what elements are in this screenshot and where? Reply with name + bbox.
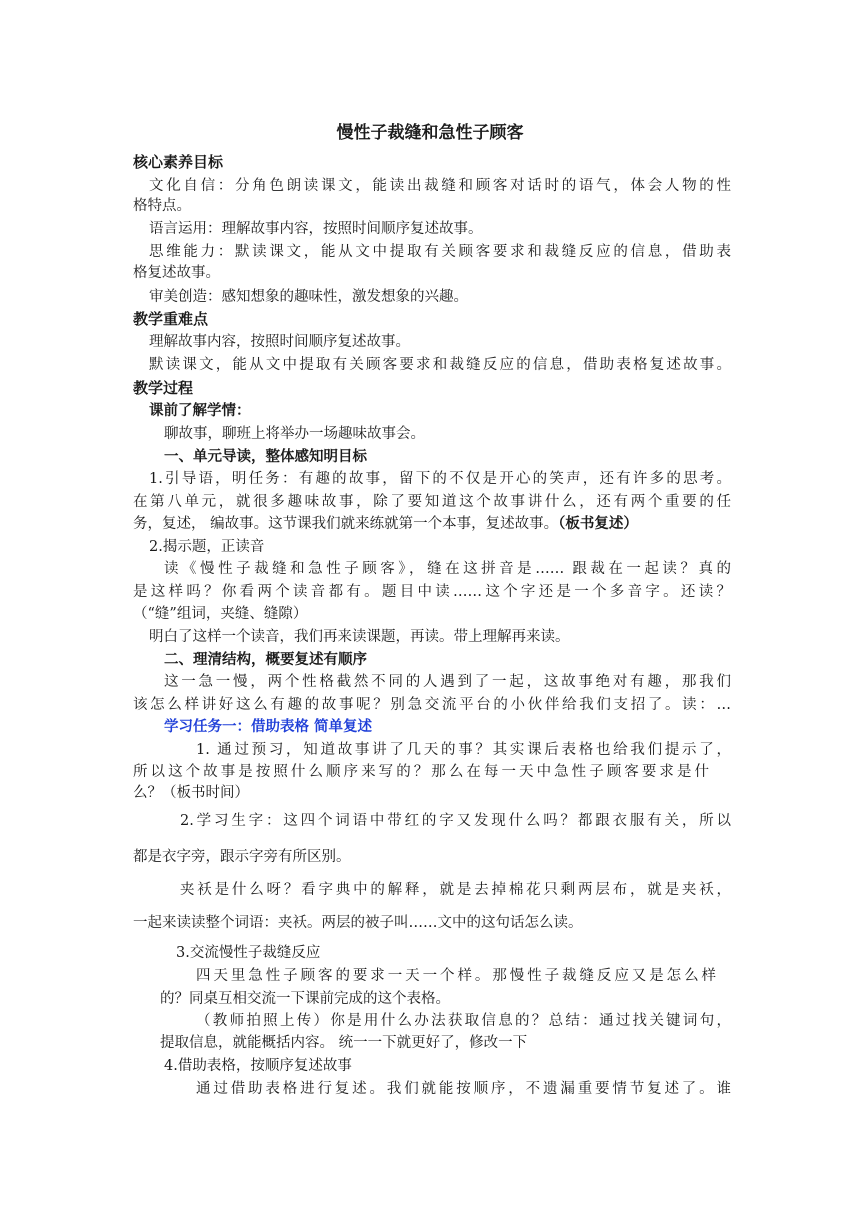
part-1-line-3-text: 务，复述， 编故事。这节课我们就来练就第一个本事，复述故事。	[133, 516, 559, 532]
goal-1-line-2: 格特点。	[133, 198, 191, 214]
task-1-line-1: 1. 通过预习，知道故事讲了几天的事？其实课后表格也给我们提示了，	[196, 742, 731, 758]
task-1-line-3: 么？（板书时间）	[133, 785, 249, 801]
goals-heading: 核心素养目标	[133, 153, 224, 171]
goal-4: 审美创造：感知想象的趣味性，激发想象的兴趣。	[149, 289, 468, 305]
key-points-heading: 教学重难点	[133, 310, 209, 328]
goal-3-line-2: 格复述故事。	[133, 265, 220, 281]
task-2-line-1: 2.学习生字：这四个词语中带红的字又发现什么吗？都跟衣服有关，所以	[180, 813, 731, 829]
task-1-line-2: 所以这个故事是按照什么顺序来写的？那么在每一天中急性子顾客要求是什	[133, 764, 709, 780]
part-2-line-1: 这一急一慢，两个性格截然不同的人遇到了一起，这故事绝对有趣，那我们	[164, 674, 731, 690]
step-2-line-4: 明白了这样一个读音，我们再来读课题，再读。带上理解再来读。	[149, 629, 570, 645]
step-2-line-2: 是这样吗？你看两个读音都有。题目中读……这个字还是一个多音字。还读？	[133, 584, 731, 600]
task-3-line-3: （教师拍照上传）你是用什么办法获取信息的？总结：通过找关键词句，	[196, 1013, 731, 1029]
key-point-2: 默读课文，能从文中提取有关顾客要求和裁缝反应的信息，借助表格复述故事。	[149, 357, 731, 373]
task-4-line-1: 通过借助表格进行复述。我们就能按顺序，不遗漏重要情节复述了。谁	[196, 1081, 731, 1097]
pre-class-text: 聊故事，聊班上将举办一场趣味故事会。	[164, 426, 425, 442]
part-1-heading: 一、单元导读，整体感知明目标	[164, 449, 367, 465]
task-2-line-2: 都是衣字旁，跟示字旁有所区别。	[133, 849, 351, 865]
task-2-line-3: 夹袄是什么呀？看字典中的解释，就是去掉棉花只剩两层布，就是夹袄，	[180, 882, 731, 898]
process-heading: 教学过程	[133, 379, 194, 397]
document-title: 慢性子裁缝和急性子顾客	[336, 123, 524, 143]
learning-task-1-heading: 学习任务一：借助表格 简单复述	[164, 719, 373, 735]
task-3-line-2: 的？同桌互相交流一下课前完成的这个表格。	[160, 991, 450, 1007]
key-point-1: 理解故事内容，按照时间顺序复述故事。	[149, 334, 410, 350]
task-2-line-4: 一起来读读整个词语：夹袄。两层的被子叫……文中的这句话怎么读。	[133, 915, 583, 931]
part-1-line-1: 1.引导语，明任务：有趣的故事，留下的不仅是开心的笑声，还有许多的思考。	[149, 471, 731, 487]
task-3-line-1: 四天里急性子顾客的要求一天一个样。那慢性子裁缝反应又是怎么样	[196, 968, 716, 984]
part-2-heading: 二、理清结构，概要复述有顺序	[164, 652, 367, 668]
goal-3-line-1: 思维能力：默读课文，能从文中提取有关顾客要求和裁缝反应的信息，借助表	[149, 244, 731, 260]
part-1-step-2-heading: 2.揭示题，正读音	[149, 539, 265, 555]
part-2-line-2: 该怎么样讲好这么有趣的故事呢？别急交流平台的小伙伴给我们支招了。读：…	[133, 697, 731, 713]
goal-2: 语言运用：理解故事内容，按照时间顺序复述故事。	[149, 221, 483, 237]
part-1-line-2: 在第八单元，就很多趣味故事，除了要知道这个故事讲什么，还有两个重要的任	[133, 494, 731, 510]
pre-class-heading: 课前了解学情：	[149, 403, 251, 419]
goal-1-line-1: 文化自信：分角色朗读课文，能读出裁缝和顾客对话时的语气，体会人物的性	[149, 178, 731, 194]
step-2-line-1: 读《慢性子裁缝和急性子顾客》，缝在这拼音是…… 跟裁在一起读？真的	[164, 561, 731, 577]
part-1-line-3	[133, 514, 638, 534]
task-3-heading: 3.交流慢性子裁缝反应	[176, 945, 321, 961]
task-4-heading: 4.借助表格，按顺序复述故事	[164, 1058, 352, 1074]
task-3-line-4: 提取信息，就能概括内容。 统一一下就更好了，修改一下	[160, 1035, 528, 1051]
board-note-retell: （板书复述）	[558, 516, 638, 532]
step-2-line-3: （“缝”组词，夹缝、缝隙）	[133, 606, 308, 622]
